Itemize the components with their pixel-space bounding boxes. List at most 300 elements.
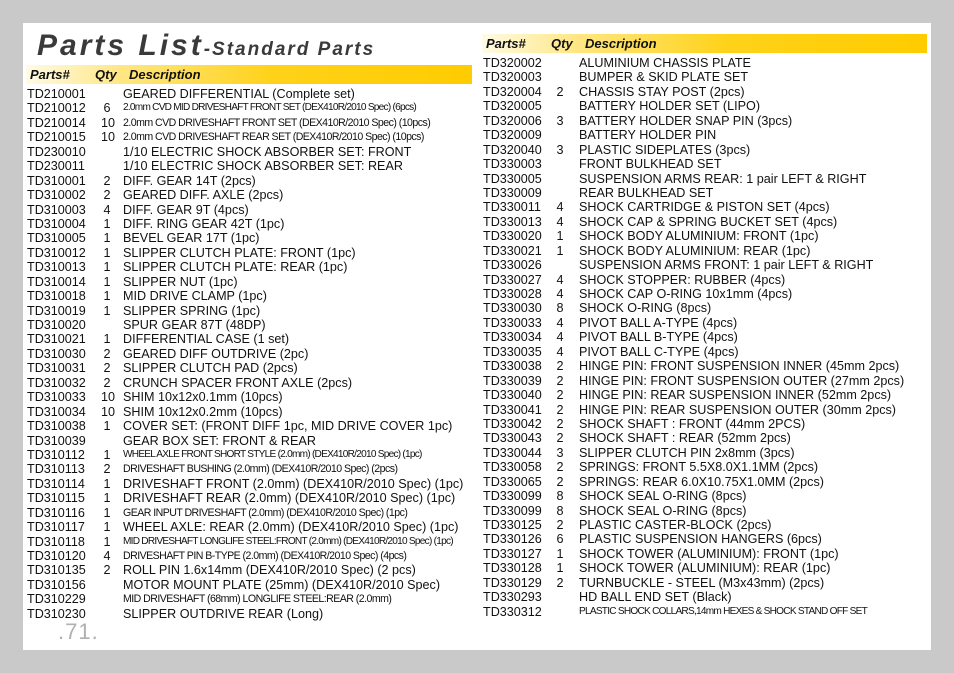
part-number: TD330021 bbox=[483, 243, 542, 258]
part-number: TD330005 bbox=[483, 171, 542, 186]
qty: 4 bbox=[556, 287, 564, 301]
table-row bbox=[26, 304, 472, 318]
table-row bbox=[26, 217, 472, 231]
part-number: TD330034 bbox=[483, 330, 542, 345]
qty: 6 bbox=[556, 532, 564, 547]
qty: 4 bbox=[103, 202, 111, 217]
description: DIFF. GEAR 14T (2pcs) bbox=[123, 173, 256, 188]
part-number: TD330129 bbox=[483, 575, 542, 590]
description: CHASSIS STAY POST (2pcs) bbox=[579, 84, 745, 99]
part-number: TD330009 bbox=[483, 185, 542, 200]
part-number: TD310005 bbox=[27, 231, 86, 246]
qty: 1 bbox=[103, 491, 111, 506]
qty: 1 bbox=[103, 216, 111, 231]
part-number: TD310039 bbox=[27, 433, 86, 448]
description: SPRINGS: REAR 6.0X10.75X1.0MM (2pcs) bbox=[579, 474, 824, 489]
table-row bbox=[482, 128, 927, 142]
qty: 4 bbox=[556, 344, 564, 359]
part-number: TD310114 bbox=[27, 476, 85, 491]
table-row bbox=[26, 347, 472, 361]
description: SUSPENSION ARMS FRONT: 1 pair LEFT & RIGHT bbox=[579, 258, 874, 273]
qty: 3 bbox=[556, 142, 564, 157]
table-row bbox=[482, 70, 927, 84]
table-row bbox=[26, 462, 472, 476]
description: SHIM 10x12x0.1mm (10pcs) bbox=[123, 390, 283, 405]
table-row bbox=[482, 258, 927, 272]
table-row bbox=[482, 85, 927, 99]
catalog-page bbox=[23, 23, 931, 650]
part-number: TD330065 bbox=[483, 474, 542, 489]
description: SHOCK SEAL O-RING (8pcs) bbox=[579, 489, 747, 504]
parts-table-left bbox=[26, 65, 472, 621]
description: GEARED DIFF OUTDRIVE (2pc) bbox=[123, 346, 309, 361]
part-number: TD310156 bbox=[27, 577, 86, 592]
qty: 3 bbox=[556, 113, 564, 128]
part-number: TD310033 bbox=[27, 390, 86, 405]
part-number: TD330099 bbox=[483, 503, 542, 518]
description: DRIVESHAFT FRONT (2.0mm) (DEX410R/2010 Spec) (1pc) bbox=[123, 476, 464, 491]
part-number: TD310014 bbox=[27, 274, 86, 289]
qty: 2 bbox=[103, 563, 111, 578]
description: 1/10 ELECTRIC SHOCK ABSORBER SET: REAR bbox=[123, 159, 403, 174]
part-number: TD330020 bbox=[483, 229, 542, 244]
description: PLASTIC CASTER-BLOCK (2pcs) bbox=[579, 518, 772, 532]
part-number: TD330027 bbox=[483, 272, 542, 287]
description: DRIVESHAFT BUSHING (2.0mm) (DEX410R/2010 Spec) (2pcs) bbox=[123, 463, 398, 476]
part-number: TD310038 bbox=[27, 419, 86, 434]
title-sub: -Standard Parts bbox=[203, 39, 376, 60]
part-number: TD330125 bbox=[483, 518, 542, 532]
table-row bbox=[482, 330, 927, 344]
part-number: TD310118 bbox=[27, 534, 85, 549]
table-row bbox=[26, 203, 472, 217]
table-row bbox=[482, 172, 927, 186]
table-row bbox=[482, 229, 927, 243]
part-number: TD310034 bbox=[27, 404, 86, 419]
description: SLIPPER CLUTCH PIN 2x8mm (3pcs) bbox=[579, 445, 795, 460]
part-number: TD310120 bbox=[27, 549, 86, 563]
description: DRIVESHAFT REAR (2.0mm) (DEX410R/2010 Spec) (1pc) bbox=[123, 491, 456, 506]
description: 1/10 ELECTRIC SHOCK ABSORBER SET: FRONT bbox=[123, 144, 412, 159]
description: ROLL PIN 1.6x14mm (DEX410R/2010 Spec) (2 pcs) bbox=[123, 563, 416, 578]
part-number: TD310030 bbox=[27, 346, 86, 361]
description: 2.0mm CVD DRIVESHAFT FRONT SET (DEX410R/2010 Spec) (10pcs) bbox=[123, 116, 431, 129]
description: DIFFERENTIAL CASE (1 set) bbox=[123, 332, 290, 347]
qty: 2 bbox=[556, 359, 564, 374]
description: MID DRIVESHAFT (68mm) LONGLIFE STEEL:REAR (2.0mm) bbox=[123, 593, 392, 606]
part-number: TD210015 bbox=[27, 130, 86, 145]
qty: 2 bbox=[103, 462, 111, 477]
description: SHOCK STOPPER: RUBBER (4pcs) bbox=[579, 272, 786, 287]
qty: 1 bbox=[103, 231, 111, 246]
table-row bbox=[482, 518, 927, 532]
table-header-right bbox=[482, 34, 927, 53]
qty: 1 bbox=[556, 243, 564, 258]
description: SLIPPER CLUTCH PLATE: FRONT (1pc) bbox=[123, 245, 356, 260]
qty: 1 bbox=[103, 447, 111, 462]
qty: 1 bbox=[556, 561, 564, 576]
header-description: Description bbox=[585, 36, 657, 51]
description: TURNBUCKLE - STEEL (M3x43mm) (2pcs) bbox=[579, 575, 825, 590]
description: COVER SET: (FRONT DIFF 1pc, MID DRIVE COVER 1pc) bbox=[123, 419, 453, 434]
table-row bbox=[26, 520, 472, 534]
description: SHIM 10x12x0.2mm (10pcs) bbox=[123, 404, 283, 419]
table-row bbox=[26, 491, 472, 505]
table-row bbox=[482, 417, 927, 431]
part-number: TD320005 bbox=[483, 99, 542, 114]
table-row bbox=[26, 174, 472, 188]
part-number: TD320040 bbox=[483, 142, 542, 157]
table-row bbox=[26, 578, 472, 592]
part-number: TD210012 bbox=[27, 101, 86, 116]
part-number: TD330293 bbox=[483, 590, 542, 605]
part-number: TD310012 bbox=[27, 245, 86, 260]
description: PLASTIC SIDEPLATES (3pcs) bbox=[579, 142, 751, 157]
qty: 3 bbox=[556, 445, 564, 460]
description: 2.0mm CVD DRIVESHAFT REAR SET (DEX410R/2010 Spec) (10pcs) bbox=[123, 131, 424, 144]
part-number: TD310229 bbox=[27, 592, 86, 607]
qty: 4 bbox=[556, 330, 564, 345]
part-number: TD230011 bbox=[27, 159, 85, 174]
table-row bbox=[26, 246, 472, 260]
part-number: TD310112 bbox=[27, 447, 85, 462]
part-number: TD330043 bbox=[483, 431, 542, 446]
table-row bbox=[482, 244, 927, 258]
qty: 4 bbox=[556, 315, 564, 330]
table-header-left bbox=[26, 65, 472, 84]
header-qty: Qty bbox=[551, 36, 573, 51]
description: MID DRIVESHAFT LONGLIFE STEEL:FRONT (2.0mm) (DEX410R/2010 Spec) (1pc) bbox=[123, 535, 453, 547]
left-rows bbox=[26, 87, 472, 621]
table-row bbox=[26, 376, 472, 390]
table-row bbox=[26, 87, 472, 101]
parts-table-right bbox=[482, 34, 927, 619]
part-number: TD310019 bbox=[27, 303, 86, 318]
description: SLIPPER CLUTCH PLATE: REAR (1pc) bbox=[123, 260, 348, 275]
description: MID DRIVE CLAMP (1pc) bbox=[123, 289, 267, 304]
part-number: TD330312 bbox=[483, 604, 542, 619]
qty: 1 bbox=[103, 476, 111, 491]
table-row bbox=[482, 576, 927, 590]
header-description: Description bbox=[129, 67, 201, 82]
description: SHOCK CAP O-RING 10x1mm (4pcs) bbox=[579, 287, 793, 301]
part-number: TD310230 bbox=[27, 606, 86, 621]
part-number: TD320002 bbox=[483, 56, 542, 70]
part-number: TD330003 bbox=[483, 157, 542, 172]
table-row bbox=[482, 215, 927, 229]
table-row bbox=[482, 388, 927, 402]
description: SHOCK SHAFT : FRONT (44mm 2PCS) bbox=[579, 416, 806, 431]
part-number: TD230010 bbox=[27, 144, 86, 159]
part-number: TD310002 bbox=[27, 188, 86, 203]
table-row bbox=[26, 563, 472, 577]
qty: 4 bbox=[556, 200, 564, 215]
description: SLIPPER SPRING (1pc) bbox=[123, 303, 261, 318]
table-row bbox=[26, 231, 472, 245]
table-row bbox=[26, 434, 472, 448]
description: SLIPPER CLUTCH PAD (2pcs) bbox=[123, 361, 298, 376]
qty: 2 bbox=[103, 346, 111, 361]
description: SHOCK TOWER (ALUMINIUM): FRONT (1pc) bbox=[579, 546, 839, 561]
title-main: Parts List bbox=[37, 29, 204, 62]
part-number: TD310117 bbox=[27, 520, 85, 535]
right-rows bbox=[482, 56, 927, 619]
qty: 1 bbox=[103, 534, 111, 549]
table-row bbox=[26, 188, 472, 202]
table-row bbox=[482, 489, 927, 503]
description: SLIPPER NUT (1pc) bbox=[123, 274, 238, 289]
qty: 6 bbox=[103, 101, 111, 116]
description: BUMPER & SKID PLATE SET bbox=[579, 70, 749, 85]
table-row bbox=[482, 460, 927, 474]
table-row bbox=[26, 390, 472, 404]
part-number: TD320006 bbox=[483, 113, 542, 128]
table-row bbox=[26, 549, 472, 563]
table-row bbox=[26, 506, 472, 520]
description: BATTERY HOLDER SET (LIPO) bbox=[579, 99, 761, 114]
part-number: TD310018 bbox=[27, 289, 86, 304]
part-number: TD330042 bbox=[483, 416, 542, 431]
description: CRUNCH SPACER FRONT AXLE (2pcs) bbox=[123, 375, 353, 390]
qty: 1 bbox=[103, 520, 111, 535]
description: HINGE PIN: REAR SUSPENSION INNER (52mm 2pcs) bbox=[579, 388, 892, 403]
qty: 10 bbox=[101, 115, 116, 130]
qty: 1 bbox=[103, 332, 111, 347]
table-row bbox=[26, 318, 472, 332]
description: GEAR INPUT DRIVESHAFT (2.0mm) (DEX410R/2010 Spec) (1pc) bbox=[123, 506, 408, 519]
table-row bbox=[482, 446, 927, 460]
description: BATTERY HOLDER SNAP PIN (3pcs) bbox=[579, 113, 793, 128]
part-number: TD330013 bbox=[483, 214, 542, 229]
part-number: TD310013 bbox=[27, 260, 86, 275]
description: SUSPENSION ARMS REAR: 1 pair LEFT & RIGHT bbox=[579, 171, 867, 186]
table-row bbox=[26, 101, 472, 115]
part-number: TD310021 bbox=[27, 332, 86, 347]
table-row bbox=[482, 605, 927, 619]
page-title bbox=[37, 29, 375, 63]
part-number: TD320003 bbox=[483, 70, 542, 85]
table-row bbox=[26, 405, 472, 419]
qty: 2 bbox=[556, 388, 564, 403]
qty: 8 bbox=[556, 503, 564, 518]
description: SLIPPER OUTDRIVE REAR (Long) bbox=[123, 606, 324, 621]
qty: 2 bbox=[556, 460, 564, 475]
description: SHOCK TOWER (ALUMINIUM): REAR (1pc) bbox=[579, 561, 831, 576]
description: SHOCK CARTRIDGE & PISTON SET (4pcs) bbox=[579, 200, 830, 215]
table-row bbox=[26, 332, 472, 346]
table-row bbox=[482, 114, 927, 128]
description: DIFF. GEAR 9T (4pcs) bbox=[123, 202, 249, 217]
description: GEARED DIFF. AXLE (2pcs) bbox=[123, 188, 284, 203]
qty: 10 bbox=[101, 404, 116, 419]
table-row bbox=[482, 359, 927, 373]
table-row bbox=[482, 287, 927, 301]
description: SHOCK SHAFT : REAR (52mm 2pcs) bbox=[579, 431, 791, 446]
table-row bbox=[482, 200, 927, 214]
part-number: TD330030 bbox=[483, 301, 542, 316]
part-number: TD320004 bbox=[483, 84, 542, 99]
qty: 10 bbox=[101, 390, 116, 405]
qty: 1 bbox=[103, 245, 111, 260]
qty: 4 bbox=[556, 272, 564, 287]
part-number: TD330040 bbox=[483, 388, 542, 403]
table-row bbox=[26, 159, 472, 173]
qty: 2 bbox=[556, 416, 564, 431]
qty: 2 bbox=[556, 518, 564, 532]
part-number: TD330033 bbox=[483, 315, 542, 330]
qty: 2 bbox=[556, 575, 564, 590]
part-number: TD330028 bbox=[483, 287, 542, 301]
description: SHOCK SEAL O-RING (8pcs) bbox=[579, 503, 747, 518]
description: WHEEL AXLE FRONT SHORT STYLE (2.0mm) (DEX410R/2010 Spec) (1pc) bbox=[123, 448, 422, 460]
qty: 1 bbox=[103, 419, 111, 434]
header-qty: Qty bbox=[95, 67, 117, 82]
table-row bbox=[482, 273, 927, 287]
description: WHEEL AXLE: REAR (2.0mm) (DEX410R/2010 Spec) (1pc) bbox=[123, 520, 459, 535]
table-row bbox=[26, 535, 472, 549]
part-number: TD330041 bbox=[483, 402, 542, 417]
description: DIFF. RING GEAR 42T (1pc) bbox=[123, 216, 285, 231]
qty: 2 bbox=[556, 402, 564, 417]
table-row bbox=[26, 448, 472, 462]
part-number: TD310115 bbox=[27, 491, 85, 506]
description: PIVOT BALL C-TYPE (4pcs) bbox=[579, 344, 739, 359]
qty: 1 bbox=[103, 303, 111, 318]
description: GEARED DIFFERENTIAL (Complete set) bbox=[123, 87, 355, 101]
qty: 1 bbox=[103, 289, 111, 304]
table-row bbox=[482, 431, 927, 445]
qty: 8 bbox=[556, 301, 564, 316]
part-number: TD330127 bbox=[483, 546, 542, 561]
description: SPUR GEAR 87T (48DP) bbox=[123, 318, 266, 332]
table-row bbox=[26, 275, 472, 289]
description: DRIVESHAFT PIN B-TYPE (2.0mm) (DEX410R/2010 Spec) (4pcs) bbox=[123, 550, 407, 562]
qty: 8 bbox=[556, 489, 564, 504]
table-row bbox=[482, 301, 927, 315]
part-number: TD330011 bbox=[483, 200, 541, 215]
qty: 10 bbox=[101, 130, 116, 145]
description: SPRINGS: FRONT 5.5X8.0X1.1MM (2pcs) bbox=[579, 460, 819, 475]
part-number: TD310116 bbox=[27, 505, 85, 520]
part-number: TD310031 bbox=[27, 361, 86, 376]
qty: 2 bbox=[103, 188, 111, 203]
part-number: TD330039 bbox=[483, 373, 542, 388]
table-row bbox=[482, 403, 927, 417]
header-part-number: Parts# bbox=[486, 36, 526, 51]
description: SHOCK BODY ALUMINIUM: REAR (1pc) bbox=[579, 243, 811, 258]
part-number: TD320009 bbox=[483, 128, 542, 143]
part-number: TD310135 bbox=[27, 563, 86, 578]
table-row bbox=[482, 56, 927, 70]
table-row bbox=[482, 143, 927, 157]
table-row bbox=[26, 419, 472, 433]
description: BATTERY HOLDER PIN bbox=[579, 128, 717, 143]
table-row bbox=[26, 289, 472, 303]
qty: 2 bbox=[556, 373, 564, 388]
table-row bbox=[482, 561, 927, 575]
qty: 1 bbox=[556, 229, 564, 244]
part-number: TD310032 bbox=[27, 375, 86, 390]
description: HINGE PIN: REAR SUSPENSION OUTER (30mm 2pcs) bbox=[579, 402, 896, 417]
qty: 2 bbox=[103, 173, 111, 188]
qty: 4 bbox=[556, 214, 564, 229]
part-number: TD330038 bbox=[483, 359, 542, 374]
description: FRONT BULKHEAD SET bbox=[579, 157, 722, 172]
table-row bbox=[482, 345, 927, 359]
qty: 1 bbox=[103, 505, 111, 520]
description: GEAR BOX SET: FRONT & REAR bbox=[123, 433, 316, 448]
table-row bbox=[482, 504, 927, 518]
table-row bbox=[26, 477, 472, 491]
part-number: TD330128 bbox=[483, 561, 542, 576]
part-number: TD330026 bbox=[483, 258, 542, 273]
part-number: TD310113 bbox=[27, 462, 85, 477]
description: REAR BULKHEAD SET bbox=[579, 185, 714, 200]
table-row bbox=[26, 116, 472, 130]
qty: 2 bbox=[103, 375, 111, 390]
description: SHOCK BODY ALUMINIUM: FRONT (1pc) bbox=[579, 229, 819, 244]
qty: 2 bbox=[556, 474, 564, 489]
table-row bbox=[26, 361, 472, 375]
table-row bbox=[26, 592, 472, 606]
table-row bbox=[482, 374, 927, 388]
table-row bbox=[26, 130, 472, 144]
description: MOTOR MOUNT PLATE (25mm) (DEX410R/2010 Spec) bbox=[123, 577, 441, 592]
qty: 2 bbox=[556, 431, 564, 446]
qty: 1 bbox=[103, 274, 111, 289]
description: PLASTIC SHOCK COLLARS,14mm HEXES & SHOCK STAND OFF SET bbox=[579, 605, 867, 617]
description: HINGE PIN: FRONT SUSPENSION INNER (45mm 2pcs) bbox=[579, 359, 900, 374]
part-number: TD310001 bbox=[27, 173, 86, 188]
table-row bbox=[482, 590, 927, 604]
qty: 1 bbox=[556, 546, 564, 561]
part-number: TD310003 bbox=[27, 202, 86, 217]
table-row bbox=[482, 316, 927, 330]
description: PIVOT BALL B-TYPE (4pcs) bbox=[579, 330, 738, 345]
part-number: TD210014 bbox=[27, 115, 86, 130]
qty: 2 bbox=[556, 84, 564, 99]
description: SHOCK CAP & SPRING BUCKET SET (4pcs) bbox=[579, 214, 838, 229]
qty: 4 bbox=[103, 549, 111, 563]
description: ALUMINIUM CHASSIS PLATE bbox=[579, 56, 751, 70]
table-row bbox=[482, 475, 927, 489]
part-number: TD310020 bbox=[27, 318, 86, 332]
part-number: TD330035 bbox=[483, 344, 542, 359]
part-number: TD310004 bbox=[27, 216, 86, 231]
table-row bbox=[482, 186, 927, 200]
table-row bbox=[482, 547, 927, 561]
description: 2.0mm CVD MID DRIVESHAFT FRONT SET (DEX410R/2010 Spec) (6pcs) bbox=[123, 102, 417, 114]
part-number: TD210001 bbox=[27, 87, 86, 101]
qty: 1 bbox=[103, 260, 111, 275]
table-row bbox=[482, 532, 927, 546]
description: HINGE PIN: FRONT SUSPENSION OUTER (27mm 2pcs) bbox=[579, 373, 905, 388]
description: PLASTIC SUSPENSION HANGERS (6pcs) bbox=[579, 532, 822, 547]
description: PIVOT BALL A-TYPE (4pcs) bbox=[579, 315, 738, 330]
table-row bbox=[482, 157, 927, 171]
description: SHOCK O-RING (8pcs) bbox=[579, 301, 712, 316]
part-number: TD330058 bbox=[483, 460, 542, 475]
page-number: .71. bbox=[58, 619, 99, 644]
description: HD BALL END SET (Black) bbox=[579, 590, 732, 605]
part-number: TD330126 bbox=[483, 532, 542, 547]
table-row bbox=[26, 260, 472, 274]
qty: 2 bbox=[103, 361, 111, 376]
part-number: TD330044 bbox=[483, 445, 542, 460]
description: BEVEL GEAR 17T (1pc) bbox=[123, 231, 260, 246]
header-part-number: Parts# bbox=[30, 67, 70, 82]
table-row bbox=[482, 99, 927, 113]
